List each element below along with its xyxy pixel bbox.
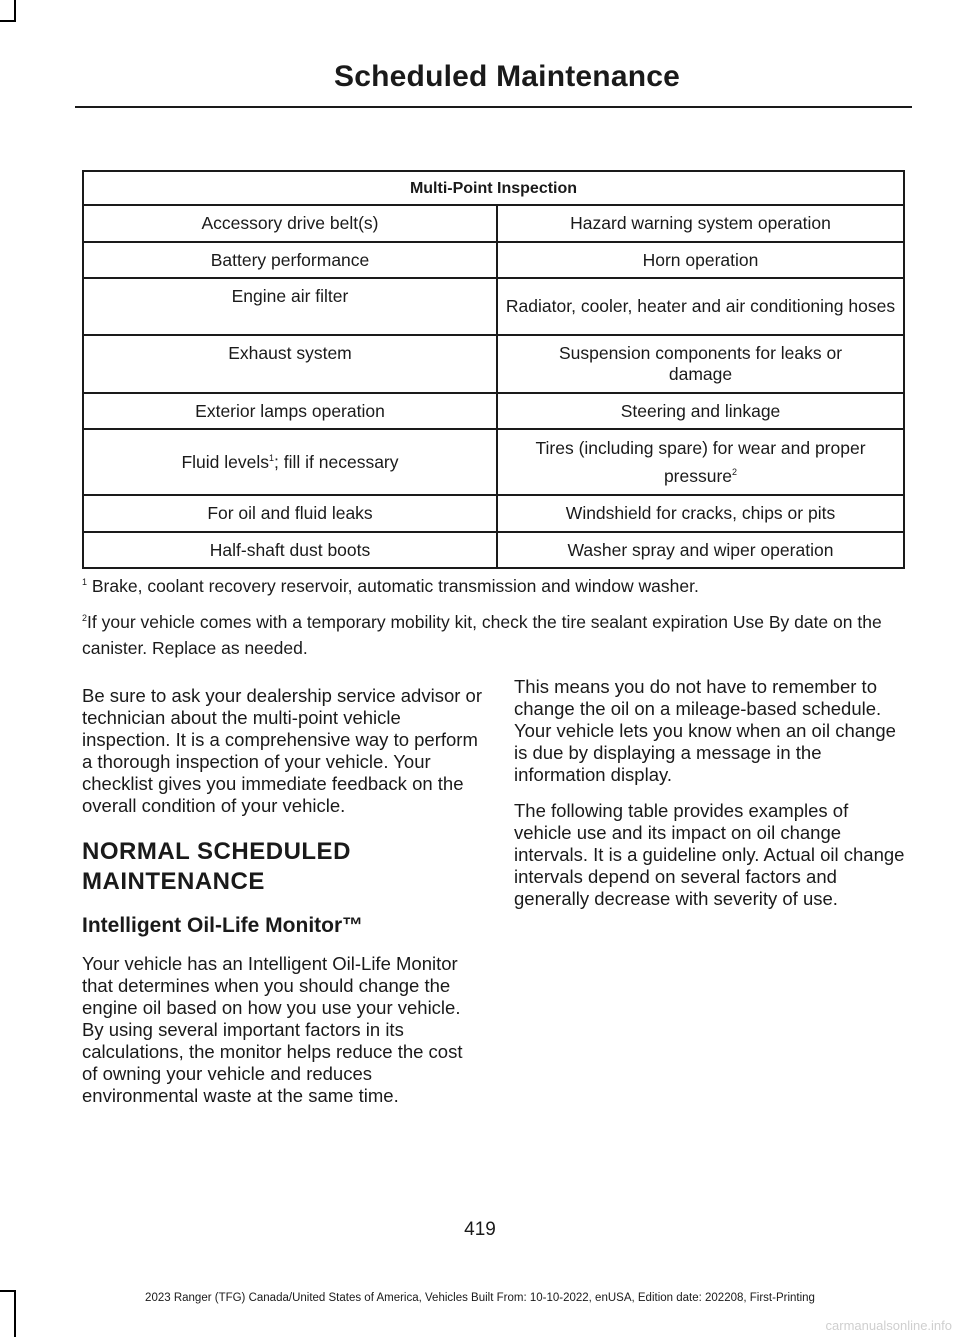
table-cell: Exterior lamps operation <box>83 393 497 429</box>
table-cell: Battery performance <box>83 242 497 278</box>
body-paragraph: This means you do not have to remember to change the oil on a mileage-based schedule. Your vehicle lets you know when an oil change is due by displaying a message in the information display. <box>514 676 896 785</box>
table-cell: Steering and linkage <box>497 393 904 429</box>
footnote <box>82 573 907 599</box>
table-cell: Radiator, cooler, heater and air conditioning hoses <box>497 278 904 335</box>
page-number: 419 <box>464 1219 496 1240</box>
table-footnotes <box>82 573 907 671</box>
table-cell: Washer spray and wiper operation <box>497 532 904 568</box>
table-cell <box>83 429 497 495</box>
subsection-heading: Intelligent Oil-Life Monitor™ <box>82 914 364 937</box>
table-header-row <box>83 171 904 205</box>
table-row <box>83 495 904 532</box>
footnote-marker: 1 <box>82 577 88 588</box>
left-column <box>82 685 482 1121</box>
fluid-levels-text: Fluid levels <box>181 451 270 472</box>
table-cell: For oil and fluid leaks <box>83 495 497 532</box>
body-paragraph: Your vehicle has an Intelligent Oil-Life Monitor that determines when you should change the engine oil based on how you use your vehicle. By using several important factors in its calculations, the monitor helps reduce the cost of owning your vehicle and reduces environmental waste at the same time. <box>82 953 463 1106</box>
table-row <box>83 393 904 429</box>
footnote-text: If your vehicle comes with a temporary mobility kit, check the tire sealant expiration Use By date on the canister. Replace as needed. <box>82 612 882 658</box>
footnote-ref: 2 <box>732 467 738 478</box>
table-row <box>83 429 904 495</box>
crop-mark <box>14 0 16 22</box>
intro-paragraph: Be sure to ask your dealership service advisor or technician about the multi-point vehicle inspection. It is a comprehensive way to perform a thorough inspection of your vehicle. Your checklist gives you immediate feedback on the overall condition of your vehicle. <box>82 685 482 816</box>
table-cell: Engine air filter <box>83 278 497 335</box>
table-cell: Windshield for cracks, chips or pits <box>497 495 904 532</box>
fluid-levels-suffix: ; fill if necessary <box>274 451 399 472</box>
table-cell: Accessory drive belt(s) <box>83 205 497 242</box>
table-title: Multi-Point Inspection <box>83 171 904 205</box>
multi-point-inspection-table <box>82 170 905 569</box>
table-row <box>83 205 904 242</box>
footnote-text: Brake, coolant recovery reservoir, automatic transmission and window washer. <box>87 576 699 596</box>
edition-info: 2023 Ranger (TFG) Canada/United States of America, Vehicles Built From: 10-10-2022, enUSA, Edition date: 202208, First-Printing <box>145 1292 815 1304</box>
page-title: Scheduled Maintenance <box>334 60 680 93</box>
table-row <box>83 532 904 568</box>
table-cell: Exhaust system <box>83 335 497 393</box>
footnote <box>82 609 907 661</box>
table-row <box>83 278 904 335</box>
table-cell <box>497 429 904 495</box>
body-paragraph: The following table provides examples of vehicle use and its impact on oil change intervals. It is a guideline only. Actual oil change intervals depend on several factors and generally decrease with severity of use. <box>514 800 905 909</box>
footnote-marker: 2 <box>82 613 88 624</box>
crop-mark <box>0 20 16 22</box>
table-cell: Hazard warning system operation <box>497 205 904 242</box>
table-row <box>83 242 904 278</box>
table-row <box>83 335 904 393</box>
footnote-ref: 1 <box>269 452 275 463</box>
tires-text: Tires (including spare) for wear and proper pressure <box>535 438 866 486</box>
table-cell: Suspension components for leaks or damage <box>497 335 904 393</box>
section-heading: NORMAL SCHEDULED MAINTENANCE <box>82 838 351 895</box>
watermark: carmanualsonline.info <box>825 1318 952 1333</box>
table-cell: Half-shaft dust boots <box>83 532 497 568</box>
table-cell: Horn operation <box>497 242 904 278</box>
header-divider <box>75 106 912 108</box>
right-column <box>514 676 910 924</box>
